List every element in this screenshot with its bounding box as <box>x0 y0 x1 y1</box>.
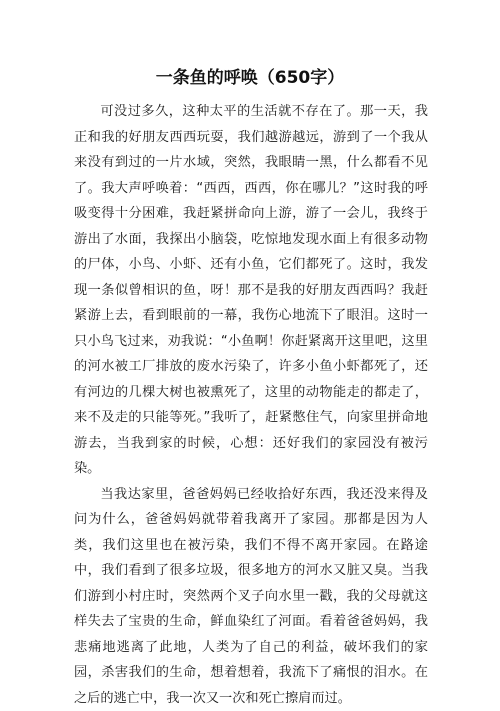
document-body <box>74 99 428 711</box>
paragraph-1: 可没过多久，这种太平的生活就不存在了。那一天，我正和我的好朋友西西玩耍，我们越游越远，游到了一个我从来没有到过的一片水域，突然，我眼睛一黑，什么都看不见了。我大声呼唤着：“西西，西西，你在哪儿？”这时我的呼吸变得十分困难，我赶紧拼命向上游，游了一会儿，我终于游出了水面，我探出小脑袋，吃惊地发现水面上有很多动物的尸体，小鸟、小虾、还有小鱼，它们都死了。这时，我发现一条似曾相识的鱼，呀！那不是我的好朋友西西吗？我赶紧游上去，看到眼前的一幕，我伤心地流下了眼泪。这时一只小鸟飞过来，劝我说：“小鱼啊！你赶紧离开这里吧，这里的河水被工厂排放的废水污染了，许多小鱼小虾都死了，还有河边的几棵大树也被熏死了，这里的动物能走的都走了，来不及走的只能等死。”我听了，赶紧憋住气，向家里拼命地游去，当我到家的时候，心想：还好我们的家园没有被污染。 <box>74 99 428 482</box>
paragraph-2: 当我达家里，爸爸妈妈已经收拾好东西，我还没来得及问为什么，爸爸妈妈就带着我离开了家园。那都是因为人类，我们这里也在被污染，我们不得不离开家园。在路途中，我们看到了很多垃圾，很多地方的河水又脏又臭。当我们游到小村庄时，突然两个叉子向水里一戳，我的父母就这样失去了宝贵的生命，鲜血染红了河面。看着爸爸妈妈，我悲痛地逃离了此地，人类为了自己的利益，破坏我们的家园，杀害我们的生命，想着想着，我流下了痛恨的泪水。在之后的逃亡中，我一次又一次和死亡擦肩而过。 <box>74 482 428 711</box>
document-title: 一条鱼的呼唤（650字） <box>0 66 500 90</box>
